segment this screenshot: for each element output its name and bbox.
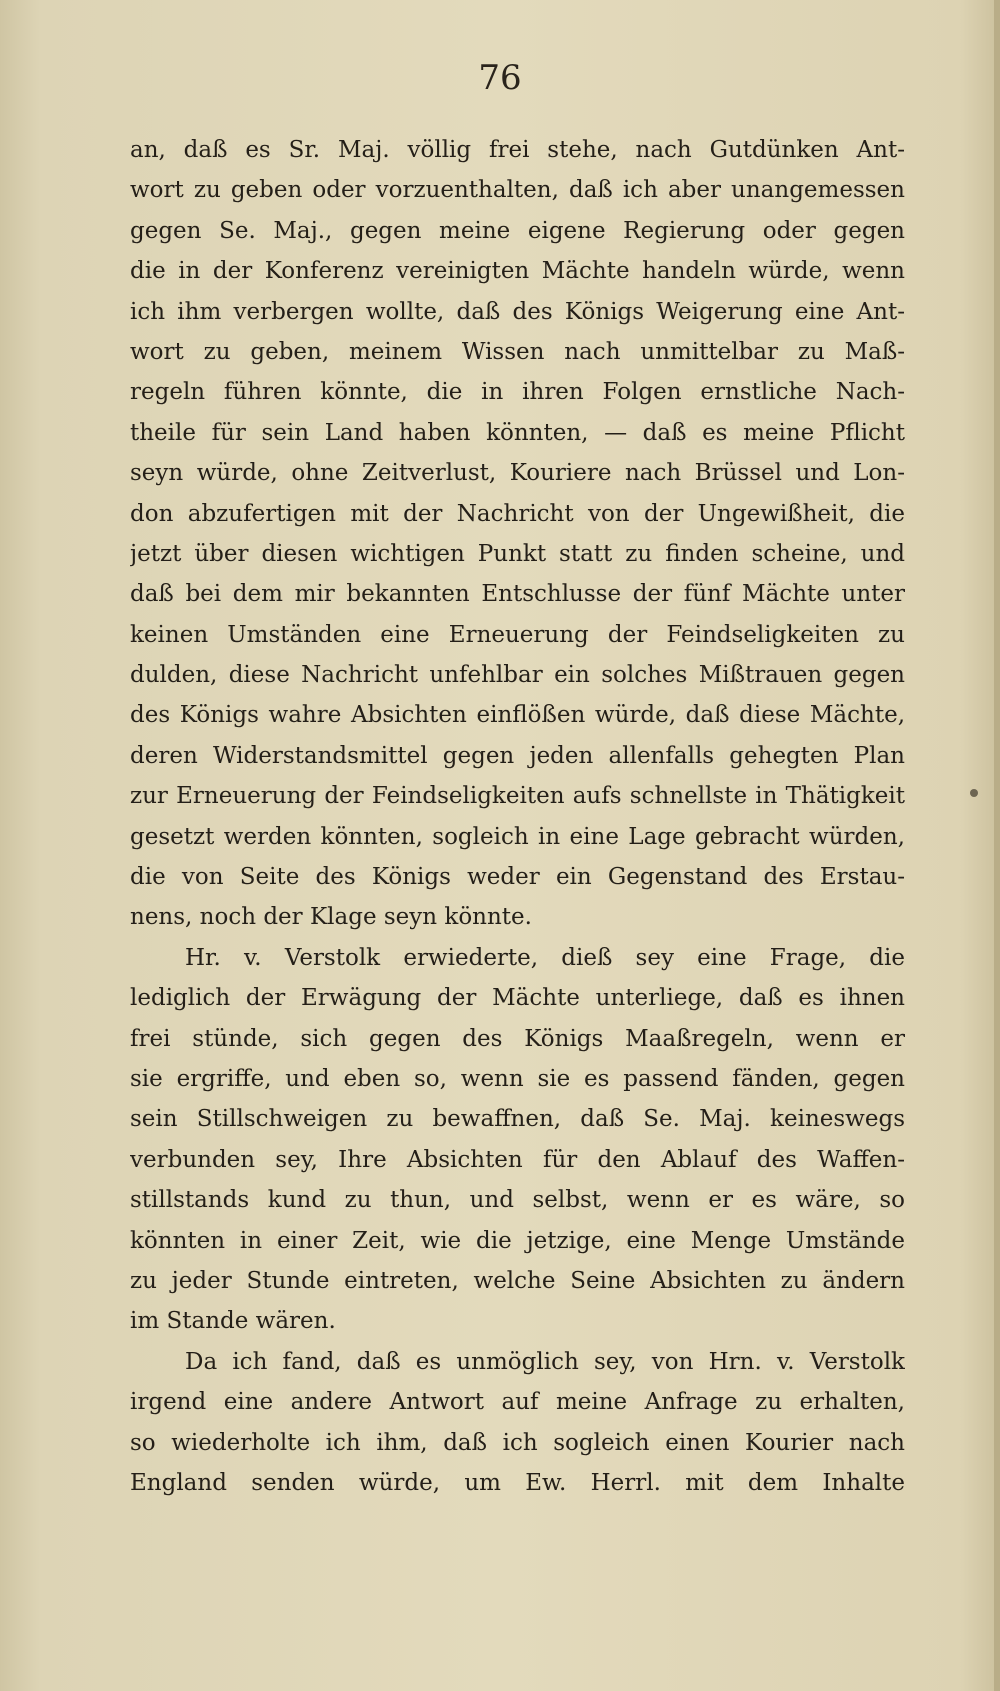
text-line: so wiederholte ich ihm, daß ich sogleich einen Kourier nach	[130, 1429, 905, 1456]
text-line: nens, noch der Klage seyn könnte.	[130, 904, 532, 931]
text-line: gegen Se. Maj., gegen meine eigene Regierung oder gegen	[130, 217, 905, 244]
page-number: 76	[478, 58, 522, 98]
text-line: zu jeder Stunde eintreten, welche Seine Absichten zu ändern	[130, 1267, 905, 1294]
text-line: wort zu geben oder vorzuenthalten, daß ich aber unangemessen	[130, 177, 905, 204]
text-line: die in der Konferenz vereinigten Mächte handeln würde, wenn	[130, 258, 905, 285]
text-line: verbunden sey, Ihre Absichten für den Ablauf des Waffen-	[130, 1146, 905, 1173]
text-line: jetzt über diesen wichtigen Punkt statt zu finden scheine, und	[130, 540, 905, 567]
text-line: lediglich der Erwägung der Mächte unterliege, daß es ihnen	[130, 985, 905, 1012]
text-line: ich ihm verbergen wollte, daß des Königs Weigerung eine Ant-	[130, 298, 905, 325]
margin-ink-spot	[970, 789, 978, 797]
text-line: regeln führen könnte, die in ihren Folgen ernstliche Nach-	[130, 379, 905, 406]
text-line: gesetzt werden könnten, sogleich in eine Lage gebracht würden,	[130, 823, 905, 850]
text-line: England senden würde, um Ew. Herrl. mit dem Inhalte	[130, 1469, 905, 1496]
body-text	[130, 130, 905, 1503]
text-line: irgend eine andere Antwort auf meine Anfrage zu erhalten,	[130, 1389, 905, 1416]
text-line: im Stande wären.	[130, 1308, 336, 1335]
text-line: don abzufertigen mit der Nachricht von der Ungewißheit, die	[130, 500, 905, 527]
text-line: könnten in einer Zeit, wie die jetzige, eine Menge Umstände	[130, 1227, 905, 1254]
text-line: die von Seite des Königs weder ein Gegenstand des Erstau-	[130, 864, 905, 891]
text-line: stillstands kund zu thun, und selbst, wenn er es wäre, so	[130, 1187, 905, 1214]
text-line: theile für sein Land haben könnten, — daß es meine Pflicht	[130, 419, 905, 446]
text-line: zur Erneuerung der Feindseligkeiten aufs schnellste in Thätigkeit	[130, 783, 905, 810]
text-line: seyn würde, ohne Zeitverlust, Kouriere nach Brüssel und Lon-	[130, 460, 905, 487]
page-edge	[994, 0, 1000, 1691]
text-line: sein Stillschweigen zu bewaffnen, daß Se. Maj. keineswegs	[130, 1106, 905, 1133]
text-line: deren Widerstandsmittel gegen jeden allenfalls gehegten Plan	[130, 742, 905, 769]
text-line: frei stünde, sich gegen des Königs Maaßregeln, wenn er	[130, 1025, 905, 1052]
text-line: daß bei dem mir bekannten Entschlusse der fünf Mächte unter	[130, 581, 905, 608]
text-line: Hr. v. Verstolk erwiederte, dieß sey eine Frage, die	[185, 944, 905, 971]
text-line: wort zu geben, meinem Wissen nach unmittelbar zu Maß-	[130, 338, 905, 365]
text-line: dulden, diese Nachricht unfehlbar ein solches Mißtrauen gegen	[130, 662, 905, 689]
text-line: keinen Umständen eine Erneuerung der Feindseligkeiten zu	[130, 621, 905, 648]
text-line: sie ergriffe, und eben so, wenn sie es passend fänden, gegen	[130, 1065, 905, 1092]
text-line: an, daß es Sr. Maj. völlig frei stehe, nach Gutdünken Ant-	[130, 137, 905, 163]
text-line: des Königs wahre Absichten einflößen würde, daß diese Mächte,	[130, 702, 905, 729]
text-line: Da ich fand, daß es unmöglich sey, von Hrn. v. Verstolk	[185, 1348, 905, 1375]
